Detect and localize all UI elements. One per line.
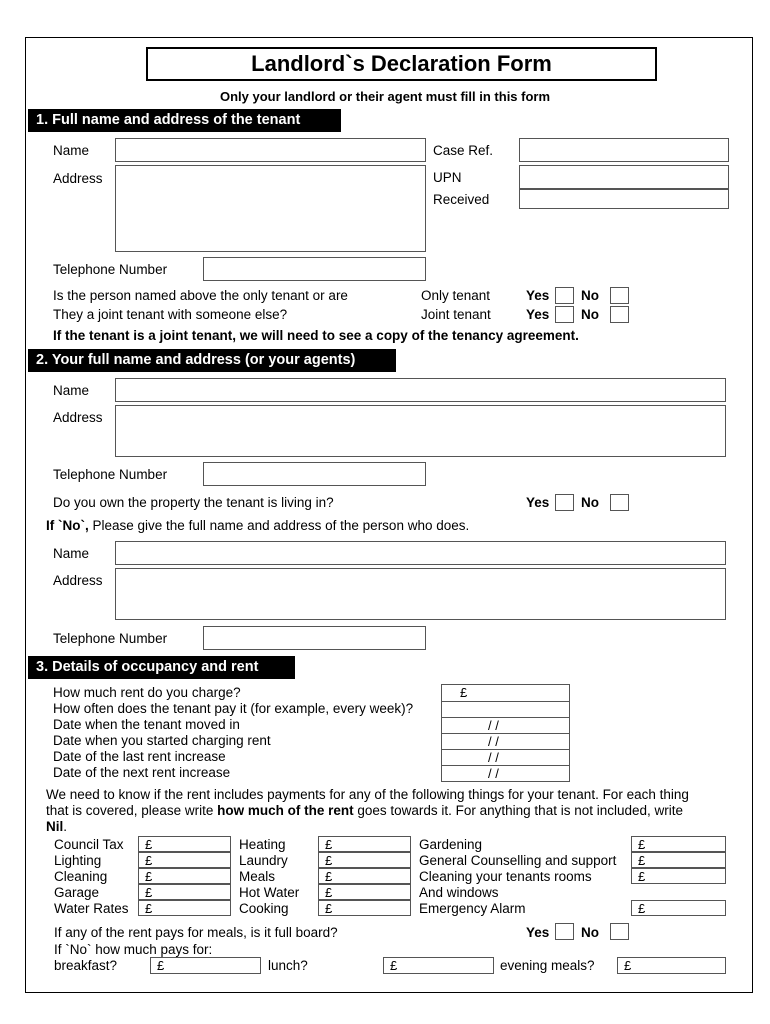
- section-2-heading: 2. Your full name and address (or your agents): [28, 349, 396, 372]
- owner-instruction: If `No`, Please give the full name and address of the person who does.: [46, 518, 470, 533]
- services-paragraph-line-1: We need to know if the rent includes payments for any of the following things for your tenant. For each thing: [46, 787, 689, 802]
- owner-address-field[interactable]: [115, 568, 726, 620]
- garage-field[interactable]: £: [138, 884, 231, 900]
- page-title: Landlord`s Declaration Form: [146, 47, 657, 81]
- landlord-address-field[interactable]: [115, 405, 726, 457]
- only-tenant-label: Only tenant: [421, 288, 491, 303]
- occupancy-table: [441, 684, 570, 782]
- rent-amount-field[interactable]: £: [460, 685, 468, 700]
- hot-water-label: Hot Water: [239, 885, 300, 900]
- tenant-name-label: Name: [53, 143, 90, 158]
- own-property-question: Do you own the property the tenant is living in?: [53, 495, 334, 510]
- tenant-address-label: Address: [53, 171, 103, 186]
- full-board-no-checkbox[interactable]: [610, 923, 629, 940]
- services-paragraph-line-3: Nil.: [46, 819, 68, 834]
- next-increase-date-label: Date of the next rent increase: [53, 765, 231, 780]
- emergency-alarm-label: Emergency Alarm: [419, 901, 526, 916]
- only-tenant-question-2: They a joint tenant with someone else?: [53, 307, 288, 322]
- last-increase-date-label: Date of the last rent increase: [53, 749, 226, 764]
- landlord-name-field[interactable]: [115, 378, 726, 402]
- started-charging-date-label: Date when you started charging rent: [53, 733, 271, 748]
- cleaning-label: Cleaning: [54, 869, 108, 884]
- joint-tenant-label: Joint tenant: [421, 307, 491, 322]
- heating-label: Heating: [239, 837, 286, 852]
- breakfast-label: breakfast?: [54, 958, 118, 973]
- tenant-name-field[interactable]: [115, 138, 426, 162]
- full-board-question: If any of the rent pays for meals, is it full board?: [54, 925, 338, 940]
- joint-tenant-no-checkbox[interactable]: [610, 306, 629, 323]
- hot-water-field[interactable]: £: [318, 884, 411, 900]
- own-property-no-label: No: [581, 495, 599, 510]
- tenant-address-field[interactable]: [115, 165, 426, 252]
- landlord-telephone-field[interactable]: [203, 462, 426, 486]
- cooking-label: Cooking: [239, 901, 289, 916]
- evening-meals-field[interactable]: £: [617, 957, 726, 974]
- owner-telephone-field[interactable]: [203, 626, 426, 650]
- section-1-heading: 1. Full name and address of the tenant: [28, 109, 341, 132]
- water-rates-label: Water Rates: [54, 901, 129, 916]
- meals-field[interactable]: £: [318, 868, 411, 884]
- lighting-field[interactable]: £: [138, 852, 231, 868]
- services-paragraph-line-2: that is covered, please write how much of the rent goes towards it. For anything that is not included, write: [46, 803, 684, 818]
- meals-label: Meals: [239, 869, 276, 884]
- cleaning-rooms-label: Cleaning your tenants rooms: [419, 869, 592, 884]
- gardening-label: Gardening: [419, 837, 483, 852]
- garage-label: Garage: [54, 885, 100, 900]
- subtitle: Only your landlord or their agent must fill in this form: [219, 89, 551, 104]
- only-tenant-no-label: No: [581, 288, 599, 303]
- received-label: Received: [433, 192, 490, 207]
- only-tenant-yes-checkbox[interactable]: [555, 287, 574, 304]
- joint-tenant-yes-label: Yes: [526, 307, 550, 322]
- joint-tenant-no-label: No: [581, 307, 599, 322]
- joint-tenant-yes-checkbox[interactable]: [555, 306, 574, 323]
- cleaning-rooms-field[interactable]: £: [631, 868, 726, 884]
- evening-meals-label: evening meals?: [500, 958, 595, 973]
- case-ref-label: Case Ref.: [433, 143, 494, 158]
- case-ref-field[interactable]: [519, 138, 729, 162]
- owner-name-field[interactable]: [115, 541, 726, 565]
- owner-address-label: Address: [53, 573, 103, 588]
- upn-field[interactable]: [519, 165, 729, 189]
- council-tax-field[interactable]: £: [138, 836, 231, 852]
- cooking-field[interactable]: £: [318, 900, 411, 916]
- landlord-name-label: Name: [53, 383, 90, 398]
- tenant-telephone-label: Telephone Number: [53, 262, 168, 277]
- payment-frequency-field[interactable]: [442, 701, 569, 717]
- rent-charge-label: How much rent do you charge?: [53, 685, 241, 700]
- full-board-no-label: No: [581, 925, 599, 940]
- received-field[interactable]: [519, 189, 729, 209]
- owner-telephone-label: Telephone Number: [53, 631, 168, 646]
- and-windows-label: And windows: [419, 885, 499, 900]
- counselling-label: General Counselling and support: [419, 853, 617, 868]
- water-rates-field[interactable]: £: [138, 900, 231, 916]
- payment-frequency-label: How often does the tenant pay it (for example, every week)?: [53, 701, 414, 716]
- section-3-heading: 3. Details of occupancy and rent: [28, 656, 295, 679]
- own-property-yes-checkbox[interactable]: [555, 494, 574, 511]
- own-property-yes-label: Yes: [526, 495, 550, 510]
- lunch-field[interactable]: £: [383, 957, 494, 974]
- counselling-field[interactable]: £: [631, 852, 726, 868]
- full-board-yes-checkbox[interactable]: [555, 923, 574, 940]
- upn-label: UPN: [433, 170, 462, 185]
- meals-breakdown-label: If `No` how much pays for:: [54, 942, 213, 957]
- full-board-yes-label: Yes: [526, 925, 550, 940]
- lunch-label: lunch?: [268, 958, 308, 973]
- landlord-address-label: Address: [53, 410, 103, 425]
- only-tenant-yes-label: Yes: [526, 288, 550, 303]
- gardening-field[interactable]: £: [631, 836, 726, 852]
- emergency-alarm-field[interactable]: £: [631, 900, 726, 916]
- landlord-telephone-label: Telephone Number: [53, 467, 168, 482]
- started-charging-date-field[interactable]: / /: [442, 733, 569, 749]
- only-tenant-no-checkbox[interactable]: [610, 287, 629, 304]
- joint-tenant-note: If the tenant is a joint tenant, we will need to see a copy of the tenancy agreement.: [53, 328, 579, 343]
- cleaning-field[interactable]: £: [138, 868, 231, 884]
- heating-field[interactable]: £: [318, 836, 411, 852]
- tenant-telephone-field[interactable]: [203, 257, 426, 281]
- last-increase-date-field[interactable]: / /: [442, 749, 569, 765]
- moved-in-date-field[interactable]: / /: [442, 717, 569, 733]
- lighting-label: Lighting: [54, 853, 102, 868]
- own-property-no-checkbox[interactable]: [610, 494, 629, 511]
- breakfast-field[interactable]: £: [150, 957, 261, 974]
- laundry-label: Laundry: [239, 853, 288, 868]
- next-increase-date-field[interactable]: / /: [442, 765, 569, 781]
- laundry-field[interactable]: £: [318, 852, 411, 868]
- owner-name-label: Name: [53, 546, 90, 561]
- moved-in-date-label: Date when the tenant moved in: [53, 717, 240, 732]
- council-tax-label: Council Tax: [54, 837, 124, 852]
- only-tenant-question-1: Is the person named above the only tenant or are: [53, 288, 348, 303]
